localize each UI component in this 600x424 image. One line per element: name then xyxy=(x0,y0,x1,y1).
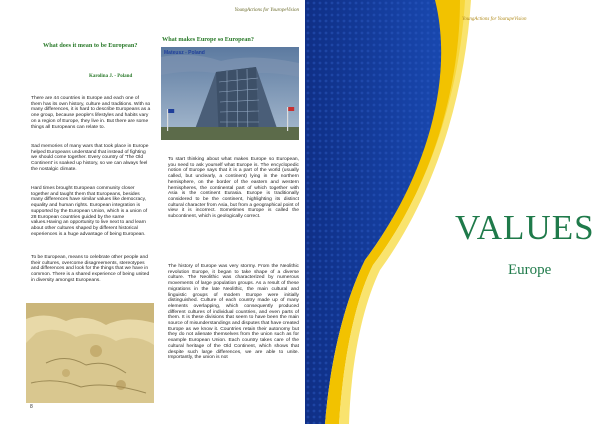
europe-map-image xyxy=(26,303,154,403)
question-heading-2: What makes Europe so European? xyxy=(162,36,254,43)
paragraph-5: To start thinking about what makes Europe so European, you need to ask yourself what Europe is. The encyclopedic notion of Europe says that it is a part of the world (usually called, but unclearly, a continent) lying in the northern hemisphere, on the border of the eastern and western hemispheres, the continental part of which together with Asia is the continent Eurasia. Europe is traditionally considered to be the continent, highlighting its distinct cultural character from Asia, but from a geographical point of view it is incorrect. Sometimes Europe is called the subcontinent, which is geologically correct. xyxy=(168,157,299,220)
paragraph-6: The history of Europe was very stormy. From the Neolithic revolution Europe, it began to take shape of a diverse culture. The Neolithic was characterized by numerous movements of large population groups. As a result of these migrations in the late Neolithic, the main cultural and linguistic groups of modern Europe were initially distinguished. Culture of each country made up of many elements overlapping, which consequently produced different cultures of individual countries, and even parts of them. It is these divisions that seem to have been the main source of misunderstandings and disputes that have created Europe as we know it. Countries retain their autonomy but they do not alienate themselves from the union such as for example European Union. Each country takes care of the cultural heritage of the Old Continent, which shows that despite such large differences, we are able to unite. Importantly, the union is not xyxy=(168,264,299,361)
map-illustration xyxy=(26,303,154,403)
paragraph-4: To be European, means to celebrate other people and their cultures, overcome disagreements, stereotypes and differences and look for the things that we have in common. There is a shared experience of being united in diversity amongst Europeans. xyxy=(31,255,150,283)
paragraph-3: Hard times brought European community closer together and taught them that Europeans, besides many differences have similar values like democracy, equality and human rights. European integration is supported by the European Union, which is a union of 28 European countries guided by the same values.Having an opportunity to live next to and learn about other cultures shaped by different historical experiences is a huge advantage of being European. xyxy=(31,186,148,237)
photo-caption: Mateusz - Poland xyxy=(164,50,205,56)
right-page-header: YoungActions for YourupeVision xyxy=(462,17,527,22)
left-page-header: YoungActions for YouropeVision xyxy=(234,8,299,13)
paragraph-1: There are 44 countries in Europe and each one of them has its own history, culture and traditions. With so many differences, it is hard to describe Europeans as a one group, because people's lifestyles and habits vary on a region of Europe, they live in. But there are some things all Europeans can relate to. xyxy=(31,96,151,130)
cover-subtitle: Europe xyxy=(508,262,552,278)
paragraph-2: Sad memories of many wars that took place in Europe helped Europeans understand that instead of fighting we should come together. Every country of 'The Old Continent' is soaked up history, so we can always feel the nostalgic climate. xyxy=(31,144,149,172)
cover-title: VALUES xyxy=(455,208,595,247)
author-byline-1: Karolina J. - Poland xyxy=(89,74,133,79)
right-page xyxy=(305,0,600,424)
parliament-building-illustration xyxy=(161,47,299,140)
european-parliament-photo xyxy=(161,47,299,140)
question-heading-1: What does it mean to be European? xyxy=(43,42,138,49)
page-number: 8 xyxy=(30,404,33,410)
